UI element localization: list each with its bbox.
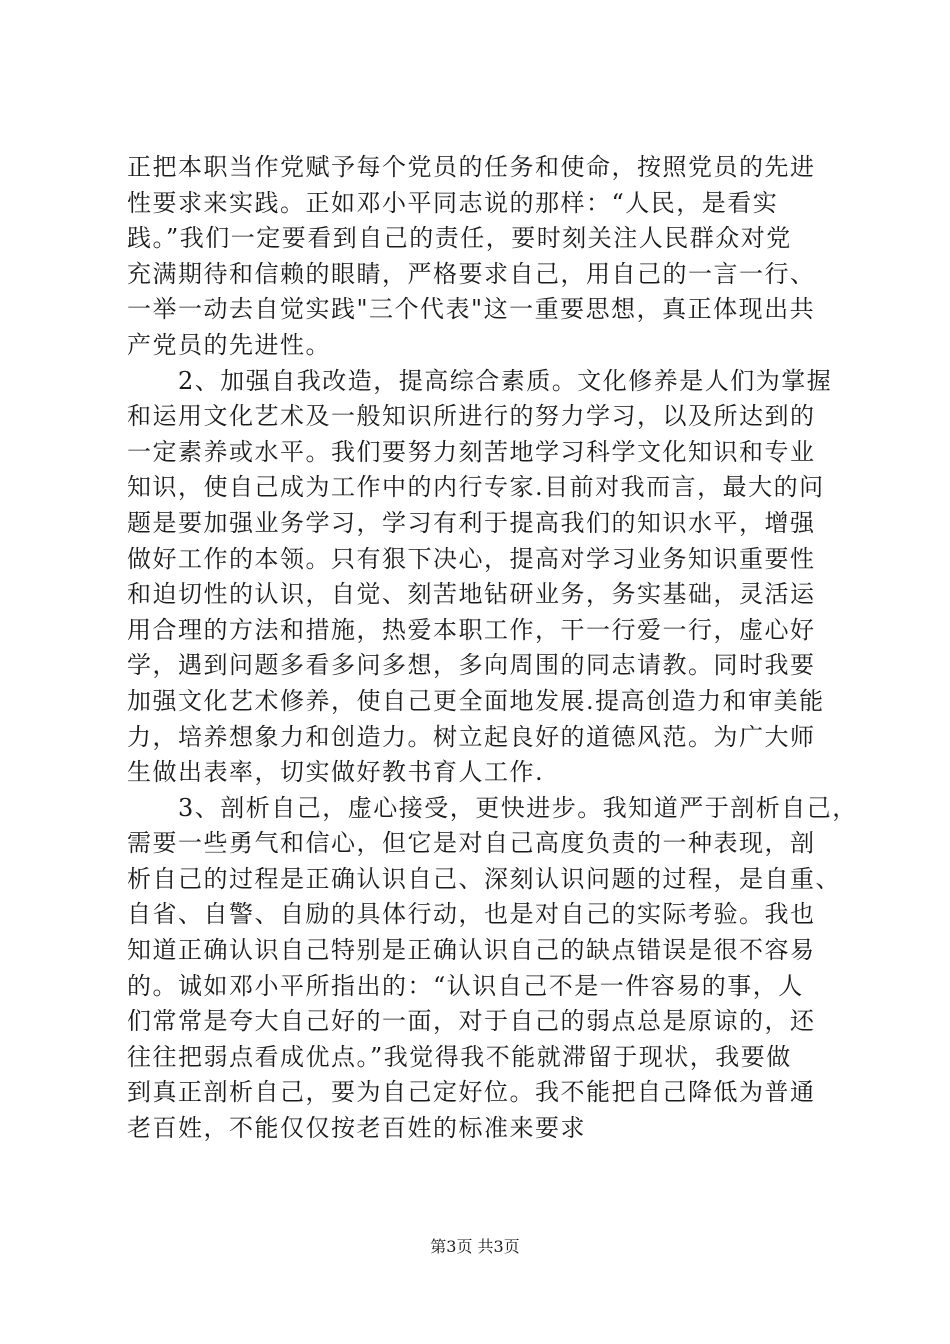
text-line: 学，遇到问题多看多问多想，多向周围的同志请教。同时我要 [127,651,816,680]
document-body [127,150,858,1147]
text-line: 自省、自警、自励的具体行动，也是对自己的实际考验。我也 [127,900,816,929]
text-line: 性要求来实践。正如邓小平同志说的那样：“人民，是看实 [127,188,779,217]
text-line: 到真正剖析自己，要为自己定好位。我不能把自己降低为普通 [127,1078,816,1107]
text-line: 2、加强自我改造，提高综合素质。文化修养是人们为掌握 [127,366,833,395]
text-line: 一举一动去自觉实践"三个代表"这一重要思想，真正体现出共 [127,295,816,324]
text-line: 析自己的过程是正确认识自己、深刻认识问题的过程，是自重、 [127,864,841,893]
text-line: 老百姓，不能仅仅按老百姓的标准来要求 [127,1114,586,1143]
text-line: 的。诚如邓小平所指出的：“认识自己不是一件容易的事，人 [127,971,804,1000]
text-line: 题是要加强业务学习，学习有利于提高我们的知识水平，增强 [127,508,816,537]
text-line: 们常常是夸大自己好的一面，对于自己的弱点总是原谅的，还 [127,1007,816,1036]
text-line: 和运用文化艺术及一般知识所进行的努力学习，以及所达到的 [127,402,816,431]
text-line: 需要一些勇气和信心，但它是对自己高度负责的一种表现，剖 [127,829,816,858]
page-number: 第3页 共3页 [430,1237,520,1256]
text-line: 3、剖析自己，虚心接受，更快进步。我知道严于剖析自己， [127,793,858,822]
text-line: 和迫切性的认识，自觉、刻苦地钻研业务，务实基础，灵活运 [127,580,816,609]
text-line: 用合理的方法和措施，热爱本职工作，干一行爱一行，虚心好 [127,615,816,644]
text-line: 知道正确认识自己特别是正确认识自己的缺点错误是很不容易 [127,936,816,965]
text-line: 加强文化艺术修养，使自己更全面地发展.提高创造力和审美能 [127,686,825,715]
text-line: 充满期待和信赖的眼睛，严格要求自己，用自己的一言一行、 [127,259,816,288]
text-line: 做好工作的本领。只有狠下决心，提高对学习业务知识重要性 [127,544,816,573]
page-footer [0,1234,950,1257]
text-line: 践。”我们一定要看到自己的责任，要时刻关注人民群众对党 [127,224,792,253]
text-line: 产党员的先进性。 [127,330,331,359]
text-line: 力，培养想象力和创造力。树立起良好的道德风范。为广大师 [127,722,816,751]
text-line: 生做出表率，切实做好教书育人工作. [127,758,545,787]
text-line: 正把本职当作党赋予每个党员的任务和使命，按照党员的先进 [127,153,816,181]
text-line: 往往把弱点看成优点。”我觉得我不能就滞留于现状，我要做 [127,1042,792,1071]
text-line: 知识，使自己成为工作中的内行专家.目前对我而言，最大的问 [127,473,825,502]
text-line: 一定素养或水平。我们要努力刻苦地学习科学文化知识和专业 [127,437,816,466]
